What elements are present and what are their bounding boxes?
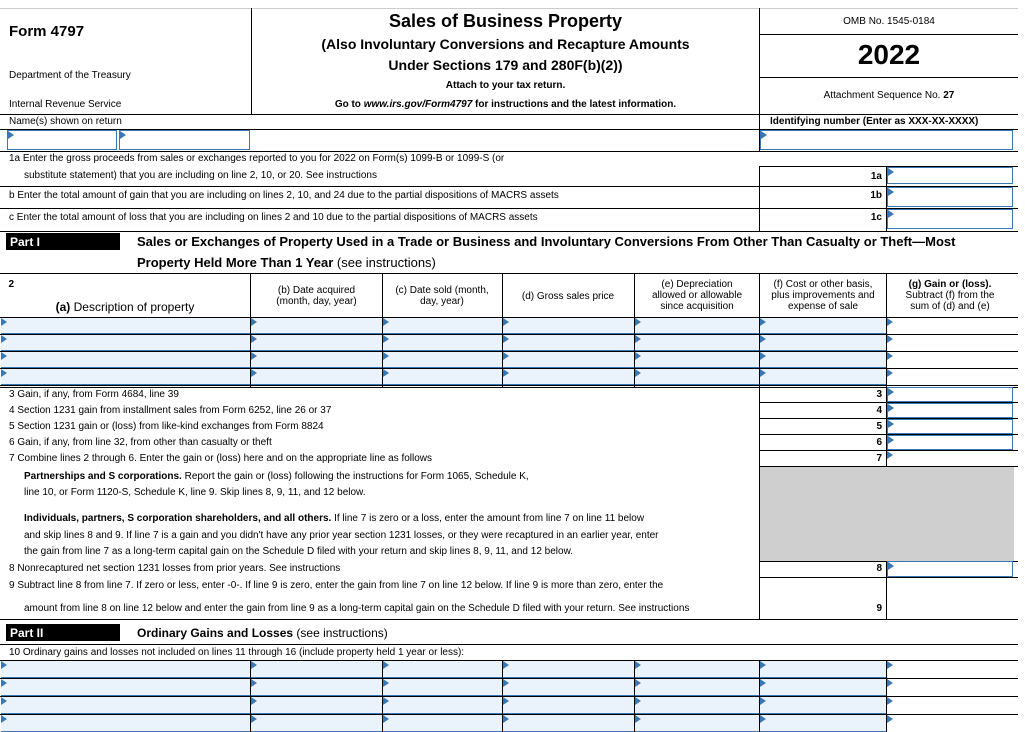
- omb-number: OMB No. 1545-0184: [843, 16, 935, 27]
- line-9-text-2: amount from line 8 on line 12 below and enter the gain from line 9 as a long-term capital gain on the Schedule D filed with your return. See instructions: [24, 603, 690, 614]
- line-1a-text-2: substitute statement) that you are including on line 2, 10, or 20. See instructions: [24, 170, 377, 181]
- part-2-row-3-col-a[interactable]: [1, 697, 250, 714]
- line-1a-text-1: 1a Enter the gross proceeds from sales or exchanges reported to you for 2022 on Form(s) 1099-B or 1099-S (or: [9, 153, 505, 164]
- partnerships-text-1: [24, 471, 529, 483]
- goto-prefix: Go to: [334, 99, 364, 110]
- part-2-row-3-col-d[interactable]: [503, 697, 634, 714]
- part-1-title-2: [137, 255, 436, 270]
- line-4-amount[interactable]: [887, 403, 1013, 418]
- partnerships-rest: Report the gain or (loss) following the instructions for Form 1065, Schedule K,: [181, 471, 529, 482]
- part-2-row-4-col-e[interactable]: [635, 715, 759, 732]
- part-1-row-2-col-c[interactable]: [383, 335, 502, 351]
- attachment-sequence-number: 27: [943, 90, 955, 101]
- line-7-number: 7: [876, 453, 882, 464]
- part-1-row-4-col-g[interactable]: [887, 369, 1013, 385]
- part-1-row-2-col-g[interactable]: [887, 335, 1013, 351]
- part-2-title: [137, 626, 388, 640]
- part-2-row-2-col-a[interactable]: [1, 679, 250, 696]
- partnerships-bold: Partnerships and S corporations.: [24, 471, 182, 482]
- part-1-row-4-col-e[interactable]: [635, 369, 759, 385]
- column-a-letter: (a): [55, 300, 71, 314]
- individuals-rest: If line 7 is zero or a loss, enter the amount from line 7 on line 11 below: [331, 513, 645, 524]
- attachment-sequence: [760, 90, 1018, 102]
- part-2-row-2-col-g[interactable]: [887, 679, 1013, 696]
- partnerships-text-2: line 10, or Form 1120-S, Schedule K, line 9. Skip lines 8, 9, 11, and 12 below.: [24, 487, 366, 498]
- individuals-text-3: the gain from line 7 as a long-term capital gain on the Schedule D filed with your return and skip lines 8, 9, 11, and 12 below.: [24, 546, 574, 557]
- department-label: Department of the Treasury: [9, 70, 131, 81]
- name-label: Name(s) shown on return: [9, 116, 122, 127]
- part-1-row-1-col-b[interactable]: [251, 318, 382, 334]
- part-2-row-3-col-b[interactable]: [251, 697, 382, 714]
- column-c-header: [382, 285, 502, 307]
- part-1-row-divider: [0, 385, 1018, 386]
- part-2-row-2-col-c[interactable]: [383, 679, 502, 696]
- part-1-row-1-col-f[interactable]: [760, 318, 886, 334]
- form-subtitle-1: (Also Involuntary Conversions and Recapture Amounts: [321, 36, 690, 52]
- part-1-row-1-col-c[interactable]: [383, 318, 502, 334]
- column-b-line-1: (b) Date acquired: [277, 285, 356, 296]
- individuals-text-2: and skip lines 8 and 9. If line 7 is a gain and you didn't have any prior year section 1231 losses, or they were recaptured in an earlier year, enter: [24, 530, 659, 541]
- line-7-text: 7 Combine lines 2 through 6. Enter the gain or (loss) here and on the appropriate line as follows: [9, 453, 433, 464]
- form-title: Sales of Business Property: [388, 11, 623, 31]
- identifying-number-field[interactable]: [760, 130, 1013, 150]
- line-8-text: 8 Nonrecaptured net section 1231 losses from prior years. See instructions: [9, 563, 341, 574]
- line-3-amount[interactable]: [887, 387, 1013, 402]
- line-6-amount[interactable]: [887, 435, 1013, 450]
- column-e-line-3: since acquisition: [660, 301, 734, 312]
- line-3-text: 3 Gain, if any, from Form 4684, line 39: [9, 389, 179, 400]
- column-f-line-1: (f) Cost or other basis,: [773, 279, 873, 290]
- part-1-row-1-col-e[interactable]: [635, 318, 759, 334]
- part-1-row-1-col-g[interactable]: [887, 318, 1013, 334]
- identifying-number-label: Identifying number (Enter as XXX-XX-XXXX): [770, 116, 979, 127]
- line-5-number: 5: [876, 421, 882, 432]
- line-9-number: 9: [876, 603, 882, 614]
- part-1-row-1-col-d[interactable]: [503, 318, 634, 334]
- part-2-row-2-col-d[interactable]: [503, 679, 634, 696]
- line-1b-text: b Enter the total amount of gain that you are including on lines 2, 10, and 24 due to the partial dispositions of MACRS assets: [9, 190, 559, 201]
- part-2-row-1-col-b[interactable]: [251, 661, 382, 678]
- part-1-title-2-suffix: (see instructions): [333, 255, 436, 270]
- line-4-text: 4 Section 1231 gain from installment sales from Form 6252, line 26 or 37: [9, 405, 332, 416]
- line-6-number: 6: [876, 437, 882, 448]
- column-b-line-2: (month, day, year): [276, 296, 357, 307]
- line-1c-text: c Enter the total amount of loss that you are including on lines 2 and 10 due to the partial dispositions of MACRS assets: [9, 212, 538, 223]
- line-1c-amount[interactable]: [887, 209, 1013, 229]
- part-1-row-2-col-b[interactable]: [251, 335, 382, 351]
- part-2-row-1-col-d[interactable]: [503, 661, 634, 678]
- part-1-row-3-col-b[interactable]: [251, 352, 382, 368]
- part-1-row-3-col-f[interactable]: [760, 352, 886, 368]
- part-1-title-1: Sales or Exchanges of Property Used in a Trade or Business and Involuntary Conversions From Other Than Casualty or Theft—Most: [137, 234, 956, 249]
- name-field-2[interactable]: [119, 130, 250, 150]
- part-1-row-2-col-f[interactable]: [760, 335, 886, 351]
- column-g-line-1: (g) Gain or (loss).: [908, 279, 992, 290]
- line-7-amount[interactable]: [887, 451, 1013, 466]
- part-2-row-4-col-f[interactable]: [760, 715, 886, 732]
- individuals-text-1: [24, 513, 644, 525]
- shaded-area: [760, 467, 1014, 561]
- part-1-title-2-bold: Property Held More Than 1 Year: [137, 255, 334, 270]
- attachment-sequence-label: Attachment Sequence No.: [823, 90, 944, 101]
- line-1b-amount[interactable]: [887, 187, 1013, 207]
- part-1-row-4-col-f[interactable]: [760, 369, 886, 385]
- line-2-number: 2: [8, 279, 14, 290]
- part-2-row-1-col-g[interactable]: [887, 661, 1013, 678]
- form-subtitle-2: Under Sections 179 and 280F(b)(2)): [388, 57, 623, 73]
- line-8-amount[interactable]: [887, 561, 1013, 577]
- column-e-line-1: (e) Depreciation: [661, 279, 733, 290]
- part-2-row-2-col-b[interactable]: [251, 679, 382, 696]
- line-5-text: 5 Section 1231 gain or (loss) from like-kind exchanges from Form 8824: [9, 421, 324, 432]
- column-e-header: [634, 279, 760, 312]
- part-2-row-1-col-c[interactable]: [383, 661, 502, 678]
- goto-suffix: for instructions and the latest information.: [472, 99, 677, 110]
- part-2-row-3-col-c[interactable]: [383, 697, 502, 714]
- column-f-header: [760, 279, 886, 312]
- line-3-number: 3: [876, 389, 882, 400]
- column-a-header: [0, 301, 250, 314]
- individuals-bold: Individuals, partners, S corporation shareholders, and all others.: [24, 513, 332, 524]
- column-g-line-2: Subtract (f) from the: [905, 290, 995, 301]
- part-1-row-2-col-e[interactable]: [635, 335, 759, 351]
- line-1c-number: 1c: [870, 212, 882, 223]
- column-f-line-2: plus improvements and: [771, 290, 875, 301]
- part-1-row-4-col-d[interactable]: [503, 369, 634, 385]
- attach-note: Attach to your tax return.: [445, 80, 566, 91]
- irs-link[interactable]: www.irs.gov/Form4797: [363, 99, 473, 110]
- part-2-row-4-col-c[interactable]: [383, 715, 502, 732]
- column-e-line-2: allowed or allowable: [651, 290, 743, 301]
- line-1b-number: 1b: [870, 190, 882, 201]
- line-1a-amount[interactable]: [887, 167, 1013, 184]
- part-1-label: Part I: [6, 233, 120, 250]
- column-g-header: [886, 279, 1014, 312]
- part-1-row-3-col-d[interactable]: [503, 352, 634, 368]
- column-a-title: Description of property: [70, 300, 195, 314]
- part-1-row-4-col-b[interactable]: [251, 369, 382, 385]
- part-1-row-4-col-a[interactable]: [1, 369, 250, 385]
- part-2-row-4-col-d[interactable]: [503, 715, 634, 732]
- line-5-amount[interactable]: [887, 419, 1013, 434]
- part-2-row-4-col-a[interactable]: [1, 715, 250, 732]
- line-9-text-1: 9 Subtract line 8 from line 7. If zero or less, enter -0-. If line 9 is zero, enter the gain from line 7 on line 12 below. If line 9 is more than zero, enter the: [9, 580, 664, 591]
- part-2-row-2-col-f[interactable]: [760, 679, 886, 696]
- part-2-row-3-col-e[interactable]: [635, 697, 759, 714]
- line-8-number: 8: [876, 563, 882, 574]
- line-6-text: 6 Gain, if any, from line 32, from other than casualty or theft: [9, 437, 272, 448]
- column-c-line-2: day, year): [420, 296, 464, 307]
- part-1-row-3-col-g[interactable]: [887, 352, 1013, 368]
- line-4-number: 4: [876, 405, 882, 416]
- form-number: Form 4797: [9, 23, 85, 40]
- part-2-title-bold: Ordinary Gains and Losses: [137, 626, 294, 640]
- column-g-line-3: sum of (d) and (e): [910, 301, 990, 312]
- part-1-row-3-col-c[interactable]: [383, 352, 502, 368]
- part-2-row-1-col-e[interactable]: [635, 661, 759, 678]
- line-1a-number: 1a: [870, 171, 882, 182]
- column-f-line-3: expense of sale: [787, 301, 859, 312]
- column-c-line-1: (c) Date sold (month,: [395, 285, 489, 296]
- part-2-label: Part II: [6, 624, 120, 641]
- column-d-header: (d) Gross sales price: [521, 291, 615, 302]
- column-b-header: [251, 285, 382, 307]
- part-1-row-4-col-c[interactable]: [383, 369, 502, 385]
- name-field-1[interactable]: [7, 130, 117, 150]
- goto-note: [252, 99, 759, 111]
- tax-year: 2022: [857, 39, 921, 70]
- part-1-row-2-col-a[interactable]: [1, 335, 250, 351]
- part-2-row-3-col-g[interactable]: [887, 697, 1013, 714]
- part-2-row-1-col-f[interactable]: [760, 661, 886, 678]
- part-1-row-3-col-a[interactable]: [1, 352, 250, 368]
- part-2-row-1-col-a[interactable]: [1, 661, 250, 678]
- part-1-row-2-col-d[interactable]: [503, 335, 634, 351]
- part-1-row-3-col-e[interactable]: [635, 352, 759, 368]
- part-2-row-3-col-f[interactable]: [760, 697, 886, 714]
- part-2-row-2-col-e[interactable]: [635, 679, 759, 696]
- part-2-row-4-col-b[interactable]: [251, 715, 382, 732]
- line-10-text: 10 Ordinary gains and losses not included on lines 11 through 16 (include property held 1 year or less):: [9, 647, 465, 658]
- irs-label: Internal Revenue Service: [9, 99, 122, 110]
- part-2-row-4-col-g[interactable]: [887, 715, 1013, 732]
- part-2-title-suffix: (see instructions): [293, 626, 388, 640]
- part-1-row-1-col-a[interactable]: [1, 318, 250, 334]
